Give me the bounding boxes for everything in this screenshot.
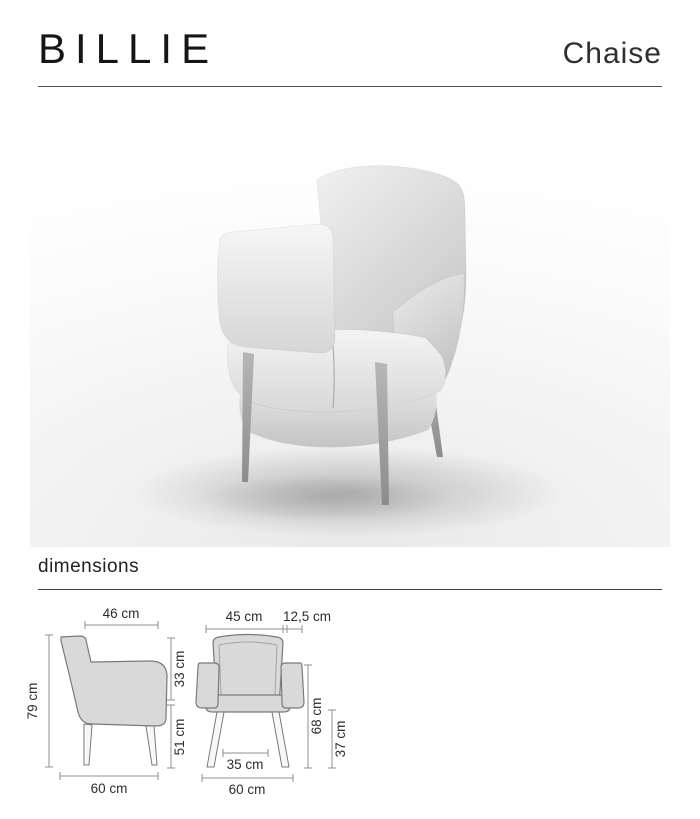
front-backrest-width-dimline xyxy=(206,625,302,633)
front-view-right-leg xyxy=(272,712,289,767)
side-total-height-dimline xyxy=(45,635,53,767)
product-photo xyxy=(30,100,670,547)
dimensions-diagram xyxy=(0,595,700,819)
front-armrest-height-label: 68 cm xyxy=(309,697,324,735)
front-seat-height-label: 37 cm xyxy=(333,720,348,758)
header xyxy=(38,25,662,72)
front-view-right-armrest xyxy=(281,663,304,708)
front-armrest-width-label: 12,5 cm xyxy=(282,609,332,624)
chair-left-arm xyxy=(218,224,336,353)
side-view-body xyxy=(61,636,167,726)
product-type-label: Chaise xyxy=(562,37,662,70)
side-total-depth-label: 60 cm xyxy=(90,781,128,796)
front-between-legs-label: 35 cm xyxy=(226,757,264,772)
product-photo-area xyxy=(30,100,670,547)
side-under-arm-height-label: 51 cm xyxy=(172,718,187,756)
dimensions-rule xyxy=(38,589,662,590)
product-name-title: BILLIE xyxy=(38,25,219,72)
front-total-width-label: 60 cm xyxy=(228,782,266,797)
front-total-width-dimline xyxy=(202,774,293,782)
side-view xyxy=(25,606,187,796)
side-top-width-dimline xyxy=(85,621,158,629)
front-view xyxy=(196,609,348,797)
side-total-depth-dimline xyxy=(60,772,158,780)
dimensions-section-title: dimensions xyxy=(38,556,140,577)
side-view-rear-leg xyxy=(84,724,92,765)
side-view-front-leg xyxy=(146,726,157,765)
dimensions-diagram-area xyxy=(0,595,700,819)
floor-shadow xyxy=(133,446,563,538)
side-backrest-height-label: 33 cm xyxy=(172,650,187,688)
side-total-height-label: 79 cm xyxy=(25,682,40,720)
front-between-legs-dimline xyxy=(223,749,268,757)
front-view-left-leg xyxy=(207,712,224,767)
front-view-left-armrest xyxy=(196,663,219,708)
front-backrest-width-label: 45 cm xyxy=(225,609,263,624)
header-rule xyxy=(38,86,662,87)
side-top-width-label: 46 cm xyxy=(102,606,140,621)
